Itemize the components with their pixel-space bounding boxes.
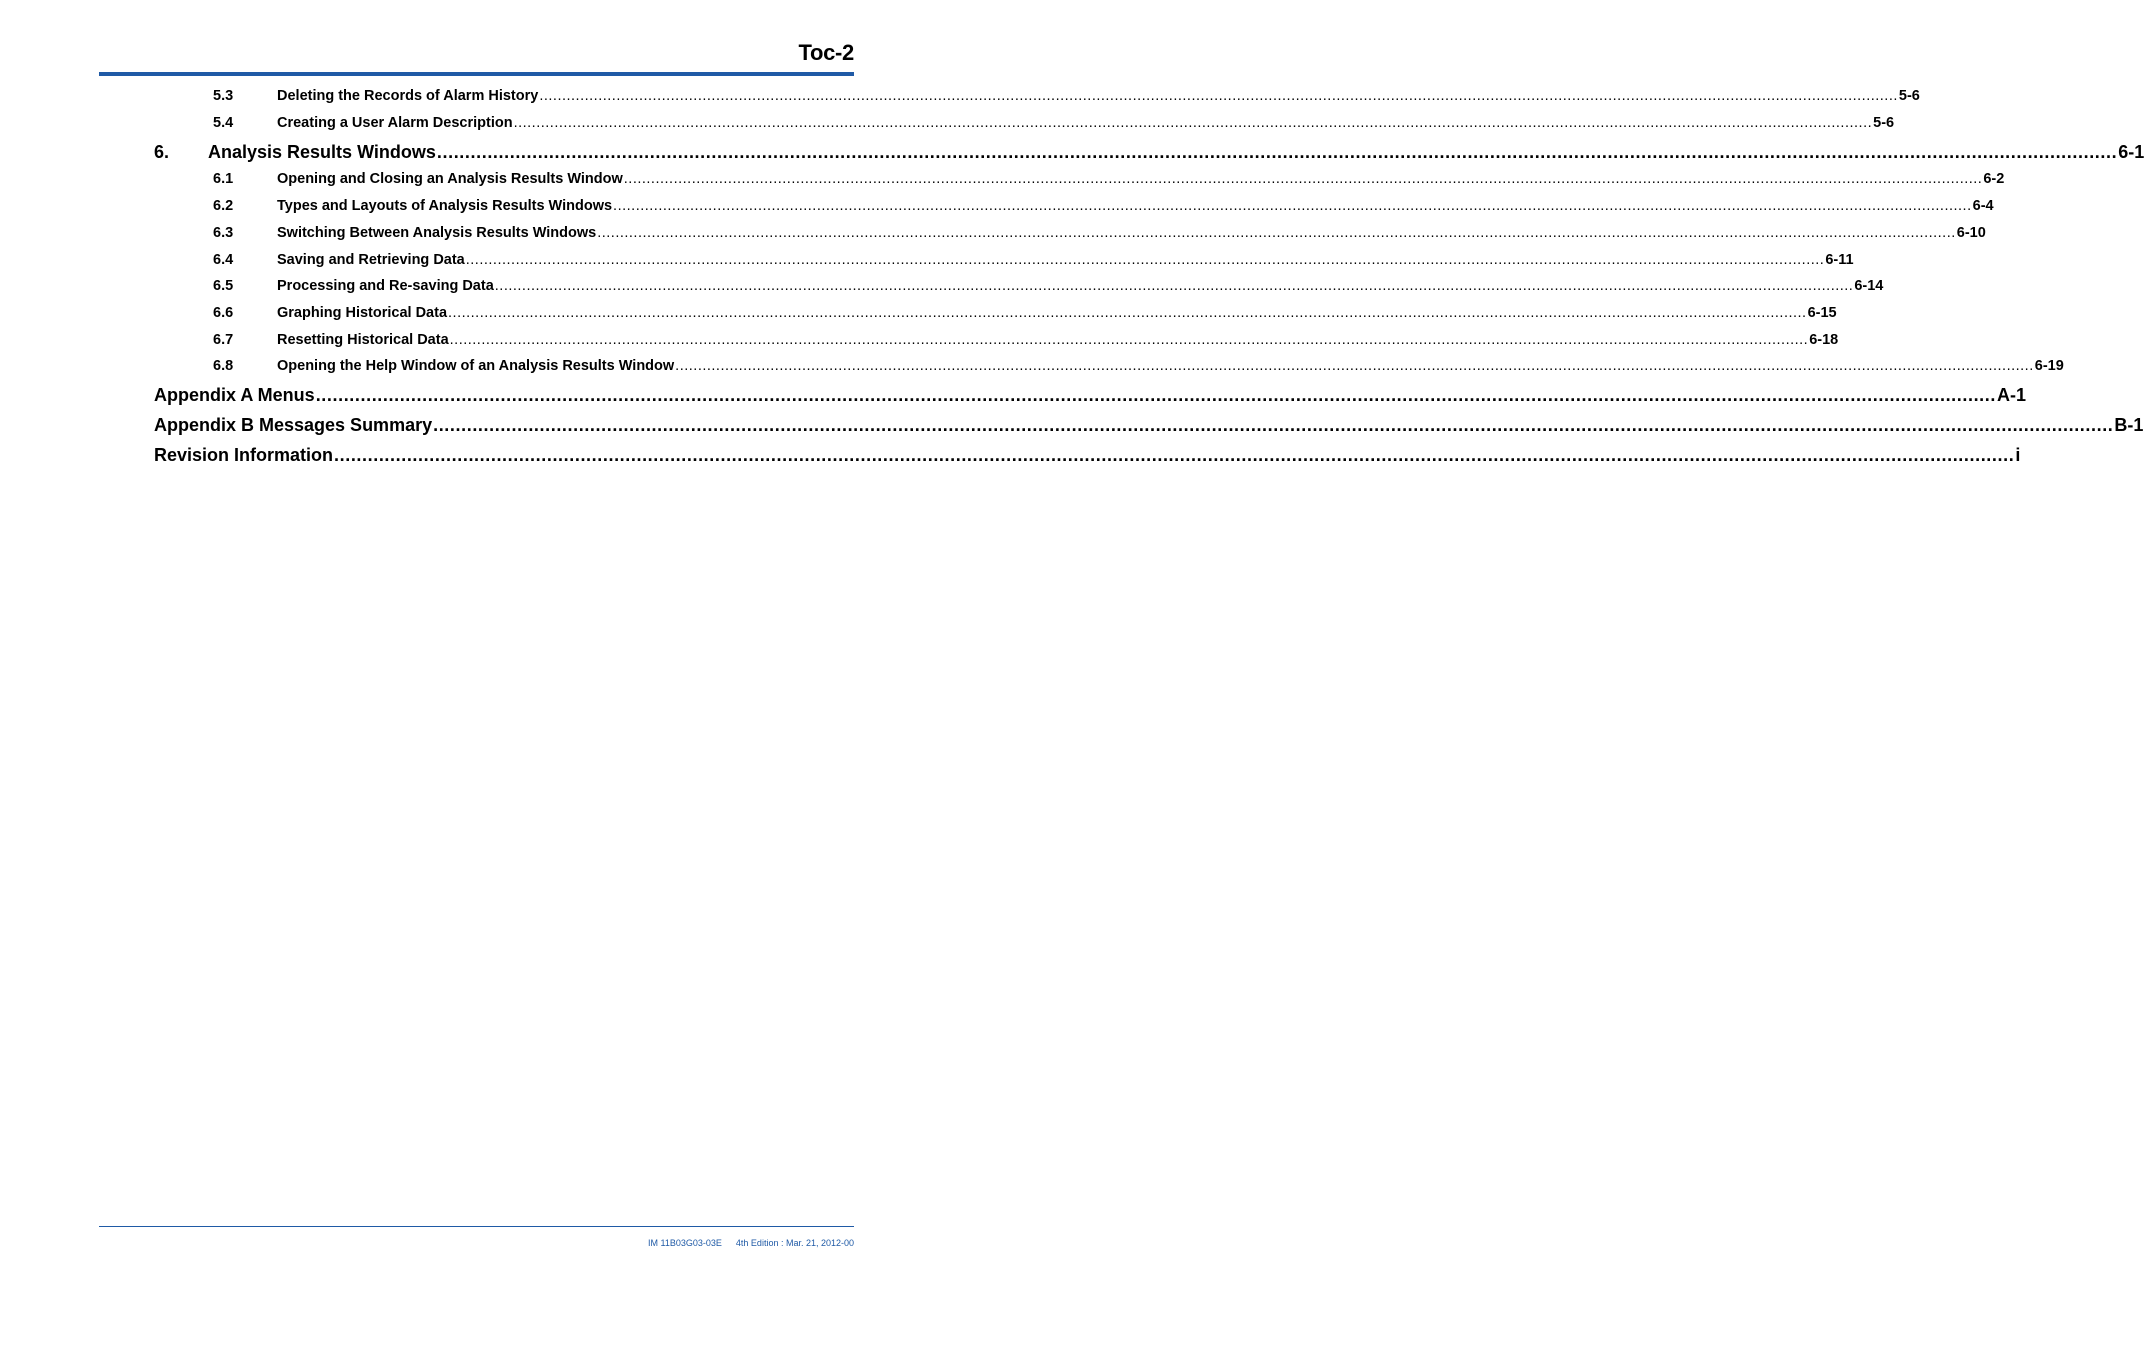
- dot-leader: ............................................................................................................................................................................................................................................................................................................: [465, 252, 1825, 268]
- toc-entry-6-2[interactable]: [213, 198, 1994, 214]
- toc-entry-page: 6-19: [2034, 358, 2064, 374]
- toc-entry-number: 6.3: [213, 225, 234, 241]
- toc-entry-page: 6-18: [1809, 332, 1839, 348]
- toc-entry-title: Deleting the Records of Alarm History: [277, 88, 539, 104]
- toc-entry-number: 6.4: [213, 252, 234, 268]
- toc-entry-title: Processing and Re-saving Data: [277, 278, 494, 294]
- toc-entry-number: 6.6: [213, 305, 234, 321]
- footer-rule: [99, 1226, 854, 1227]
- toc-entry-title: Types and Layouts of Analysis Results Windows: [277, 198, 613, 214]
- dot-leader: ............................................................................................................................................................................................................................................................................................................: [494, 278, 1854, 294]
- toc-entry-6-3[interactable]: [213, 225, 1986, 241]
- toc-entry-5-4[interactable]: [213, 115, 1895, 131]
- toc-entry-title: Opening the Help Window of an Analysis Results Window: [277, 358, 675, 374]
- toc-entry-6-6[interactable]: [213, 305, 1837, 321]
- dot-leader: ............................................................................................................................................................................................................................................................................................................: [597, 225, 1956, 241]
- toc-entry-5-3[interactable]: [213, 88, 1920, 104]
- toc-entry-title: Revision Information: [154, 445, 334, 465]
- toc-entry-page: 6-4: [1972, 198, 1994, 214]
- toc-entry-6-4[interactable]: [213, 252, 1854, 268]
- toc-entry-number: 6.7: [213, 332, 234, 348]
- toc-entry-number: 5.3: [213, 88, 234, 104]
- toc-entry-title: Appendix B Messages Summary: [154, 415, 433, 435]
- toc-appendix-a[interactable]: [154, 385, 2026, 406]
- toc-entry-number: 6.5: [213, 278, 234, 294]
- toc-entry-6-5[interactable]: [213, 278, 1884, 294]
- toc-entry-page: 5-6: [1873, 115, 1895, 131]
- dot-leader: ............................................................................................................................................................................................................................................................................................................: [449, 332, 1809, 348]
- toc-entry-page: 6-14: [1854, 278, 1884, 294]
- toc-entry-number: 6.8: [213, 358, 234, 374]
- dot-leader: ............................................................................................................................................................................................................................................................................................................: [448, 305, 1807, 321]
- toc-entry-title: Opening and Closing an Analysis Results Window: [277, 171, 623, 187]
- toc-entry-number: 6.2: [213, 198, 234, 214]
- document-number: IM 11B03G03-03E: [648, 1238, 722, 1248]
- toc-entry-page: 6-11: [1825, 252, 1854, 268]
- toc-entry-title: Analysis Results Windows: [208, 142, 436, 162]
- toc-entry-page: i: [2015, 445, 2021, 465]
- dot-leader: ............................................................................................................................................................................................................................................................................................................: [613, 198, 1972, 214]
- dot-leader: ............................................................................................................................................................................................................................................................................................................: [315, 385, 1996, 405]
- dot-leader: ............................................................................................................................................................................................................................................................................................................: [623, 171, 1983, 187]
- toc-entry-title: Creating a User Alarm Description: [277, 115, 513, 131]
- toc-entry-6-1[interactable]: [213, 171, 2005, 187]
- footer: [648, 1238, 854, 1248]
- page-label: Toc-2: [798, 40, 854, 65]
- toc-revision-information[interactable]: [154, 445, 2021, 466]
- toc-entry-number: 6.1: [213, 171, 234, 187]
- dot-leader: ............................................................................................................................................................................................................................................................................................................: [433, 415, 2114, 435]
- edition-info: 4th Edition : Mar. 21, 2012-00: [735, 1238, 854, 1248]
- toc-chapter-6[interactable]: [154, 142, 2144, 163]
- toc-entry-title: Switching Between Analysis Results Windows: [277, 225, 597, 241]
- toc-entry-page: A-1: [1996, 385, 2026, 405]
- toc-entry-page: 6-15: [1807, 305, 1837, 321]
- toc-entry-page: 6-1: [2118, 142, 2144, 162]
- dot-leader: ............................................................................................................................................................................................................................................................................................................: [436, 142, 2118, 162]
- toc-entry-page: 5-6: [1898, 88, 1920, 104]
- toc-appendix-b[interactable]: [154, 415, 2144, 436]
- toc-entry-page: B-1: [2114, 415, 2144, 435]
- toc-entry-6-7[interactable]: [213, 332, 1839, 348]
- toc-entry-title: Resetting Historical Data: [277, 332, 449, 348]
- dot-leader: ............................................................................................................................................................................................................................................................................................................: [675, 358, 2034, 374]
- toc-entry-title: Saving and Retrieving Data: [277, 252, 465, 268]
- dot-leader: ............................................................................................................................................................................................................................................................................................................: [539, 88, 1898, 104]
- dot-leader: ............................................................................................................................................................................................................................................................................................................: [334, 445, 2015, 465]
- dot-leader: ............................................................................................................................................................................................................................................................................................................: [513, 115, 1873, 131]
- toc-entry-page: 6-2: [1983, 171, 2005, 187]
- toc-entry-page: 6-10: [1956, 225, 1986, 241]
- toc-entry-6-8[interactable]: [213, 358, 2064, 374]
- toc-entry-number: 5.4: [213, 115, 234, 131]
- toc-entry-number: 6.: [154, 142, 170, 162]
- toc-entry-title: Graphing Historical Data: [277, 305, 448, 321]
- toc-entry-title: Appendix A Menus: [154, 385, 315, 405]
- header-rule: [99, 72, 854, 76]
